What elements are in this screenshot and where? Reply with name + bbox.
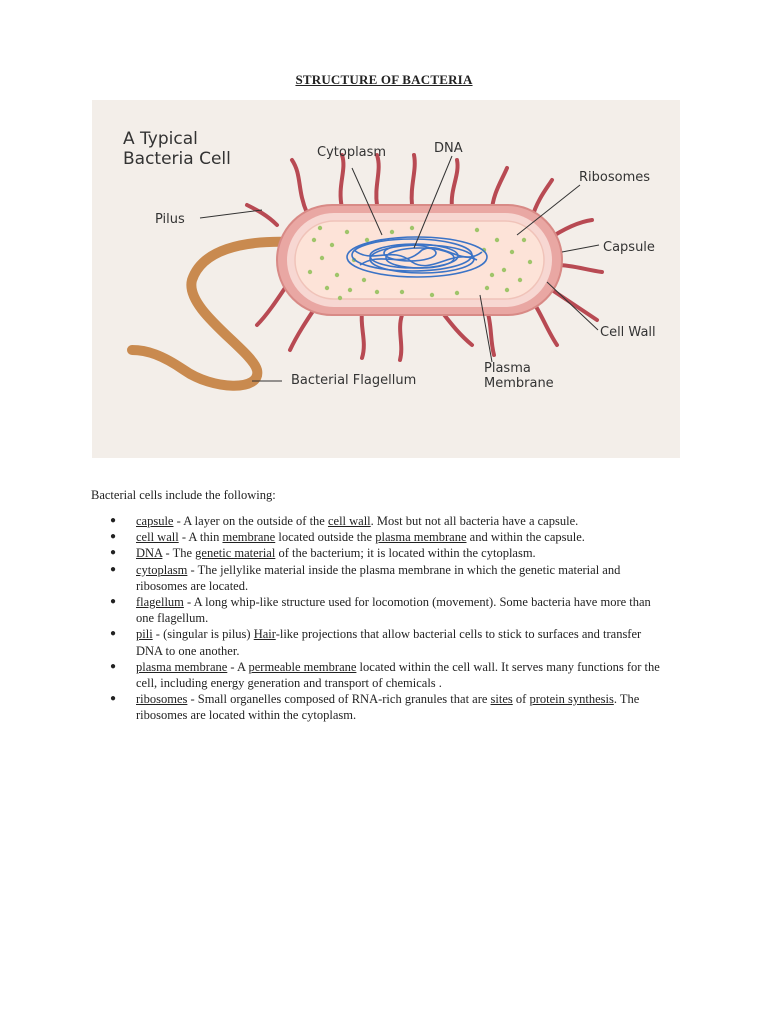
item-text: - A layer on the outside of the (173, 514, 328, 528)
bullet-icon: ● (110, 660, 117, 672)
term-link[interactable]: cytoplasm (136, 562, 188, 577)
item-text: of (512, 692, 530, 707)
inline-link[interactable]: permeable membrane (248, 659, 357, 674)
intro-text: Bacterial cells include the following: (91, 488, 276, 502)
item-text: and within the capsule. (466, 530, 585, 545)
item-text: - A thin (178, 530, 223, 545)
term-link[interactable]: cell wall (136, 530, 179, 545)
list-item (110, 691, 670, 723)
term-link[interactable]: plasma membrane (136, 659, 228, 674)
item-text: located within the cell wall. It serves many functions for the cell, including energy generation and transport of chemicals . (136, 659, 660, 691)
label-cell-wall: Cell Wall (600, 325, 656, 340)
label-cytoplasm: Cytoplasm (317, 145, 387, 160)
item-text: - (singular is pilus) (152, 627, 254, 642)
inline-link[interactable]: plasma membrane (375, 530, 467, 545)
item-text: located outside the (275, 530, 376, 545)
item-text: - A (227, 659, 249, 674)
definition-list (110, 513, 670, 724)
page-title: STRUCTURE OF BACTERIA (295, 72, 473, 87)
list-item (110, 594, 670, 626)
item-text: - The (162, 546, 196, 561)
term-link[interactable]: pili (136, 627, 153, 642)
diagram-title-line2: Bacteria Cell (123, 149, 231, 169)
label-flagellum: Bacterial Flagellum (291, 373, 417, 388)
item-text: - A long whip-like structure used for locomotion (movement). Some bacteria have more than one flagellum. (136, 595, 651, 626)
item-text: of the bacterium; it is located within the cytoplasm. (275, 546, 536, 561)
inline-link[interactable]: protein synthesis (529, 692, 614, 707)
term-link[interactable]: ribosomes (136, 692, 188, 707)
bacteria-diagram (92, 100, 680, 458)
inline-link[interactable]: sites (490, 692, 513, 707)
list-item (110, 659, 670, 691)
term-link[interactable]: DNA (136, 546, 163, 561)
bullet-icon: ● (110, 693, 117, 705)
inline-link[interactable]: Hair (253, 627, 276, 642)
list-item (110, 545, 670, 561)
inline-link[interactable]: cell wall (327, 514, 371, 528)
item-text: . The ribosomes are located within the cytoplasm. (136, 692, 640, 723)
label-capsule: Capsule (603, 240, 655, 255)
label-dna: DNA (434, 141, 463, 156)
bullet-icon: ● (110, 531, 117, 543)
term-link[interactable]: capsule (136, 514, 174, 528)
label-ribosomes: Ribosomes (579, 170, 651, 185)
diagram-title-line1: A Typical (123, 129, 198, 149)
item-text: - Small organelles composed of RNA-rich granules that are (187, 692, 491, 707)
bacteria-illustration (92, 100, 680, 458)
bullet-icon: ● (110, 515, 117, 526)
bullet-icon: ● (110, 547, 117, 559)
term-link[interactable]: flagellum (136, 595, 184, 610)
item-text: . Most but not all bacteria have a capsule. (370, 514, 579, 528)
inline-link[interactable]: genetic material (195, 546, 276, 561)
label-pilus: Pilus (155, 212, 185, 227)
item-text: - The jellylike material inside the plasma membrane in which the genetic material and ribosomes are located. (136, 562, 621, 593)
list-item (110, 529, 670, 545)
bullet-icon: ● (110, 628, 117, 640)
list-item (110, 626, 670, 658)
item-text: -like projections that allow bacterial cells to stick to surfaces and transfer DNA to one another. (136, 627, 642, 658)
label-membrane: Membrane (484, 376, 554, 391)
inline-link[interactable]: membrane (222, 530, 276, 545)
bullet-icon: ● (110, 596, 117, 608)
bullet-icon: ● (110, 563, 117, 575)
label-plasma: Plasma (484, 361, 531, 376)
list-item (110, 513, 670, 529)
list-item (110, 562, 670, 594)
